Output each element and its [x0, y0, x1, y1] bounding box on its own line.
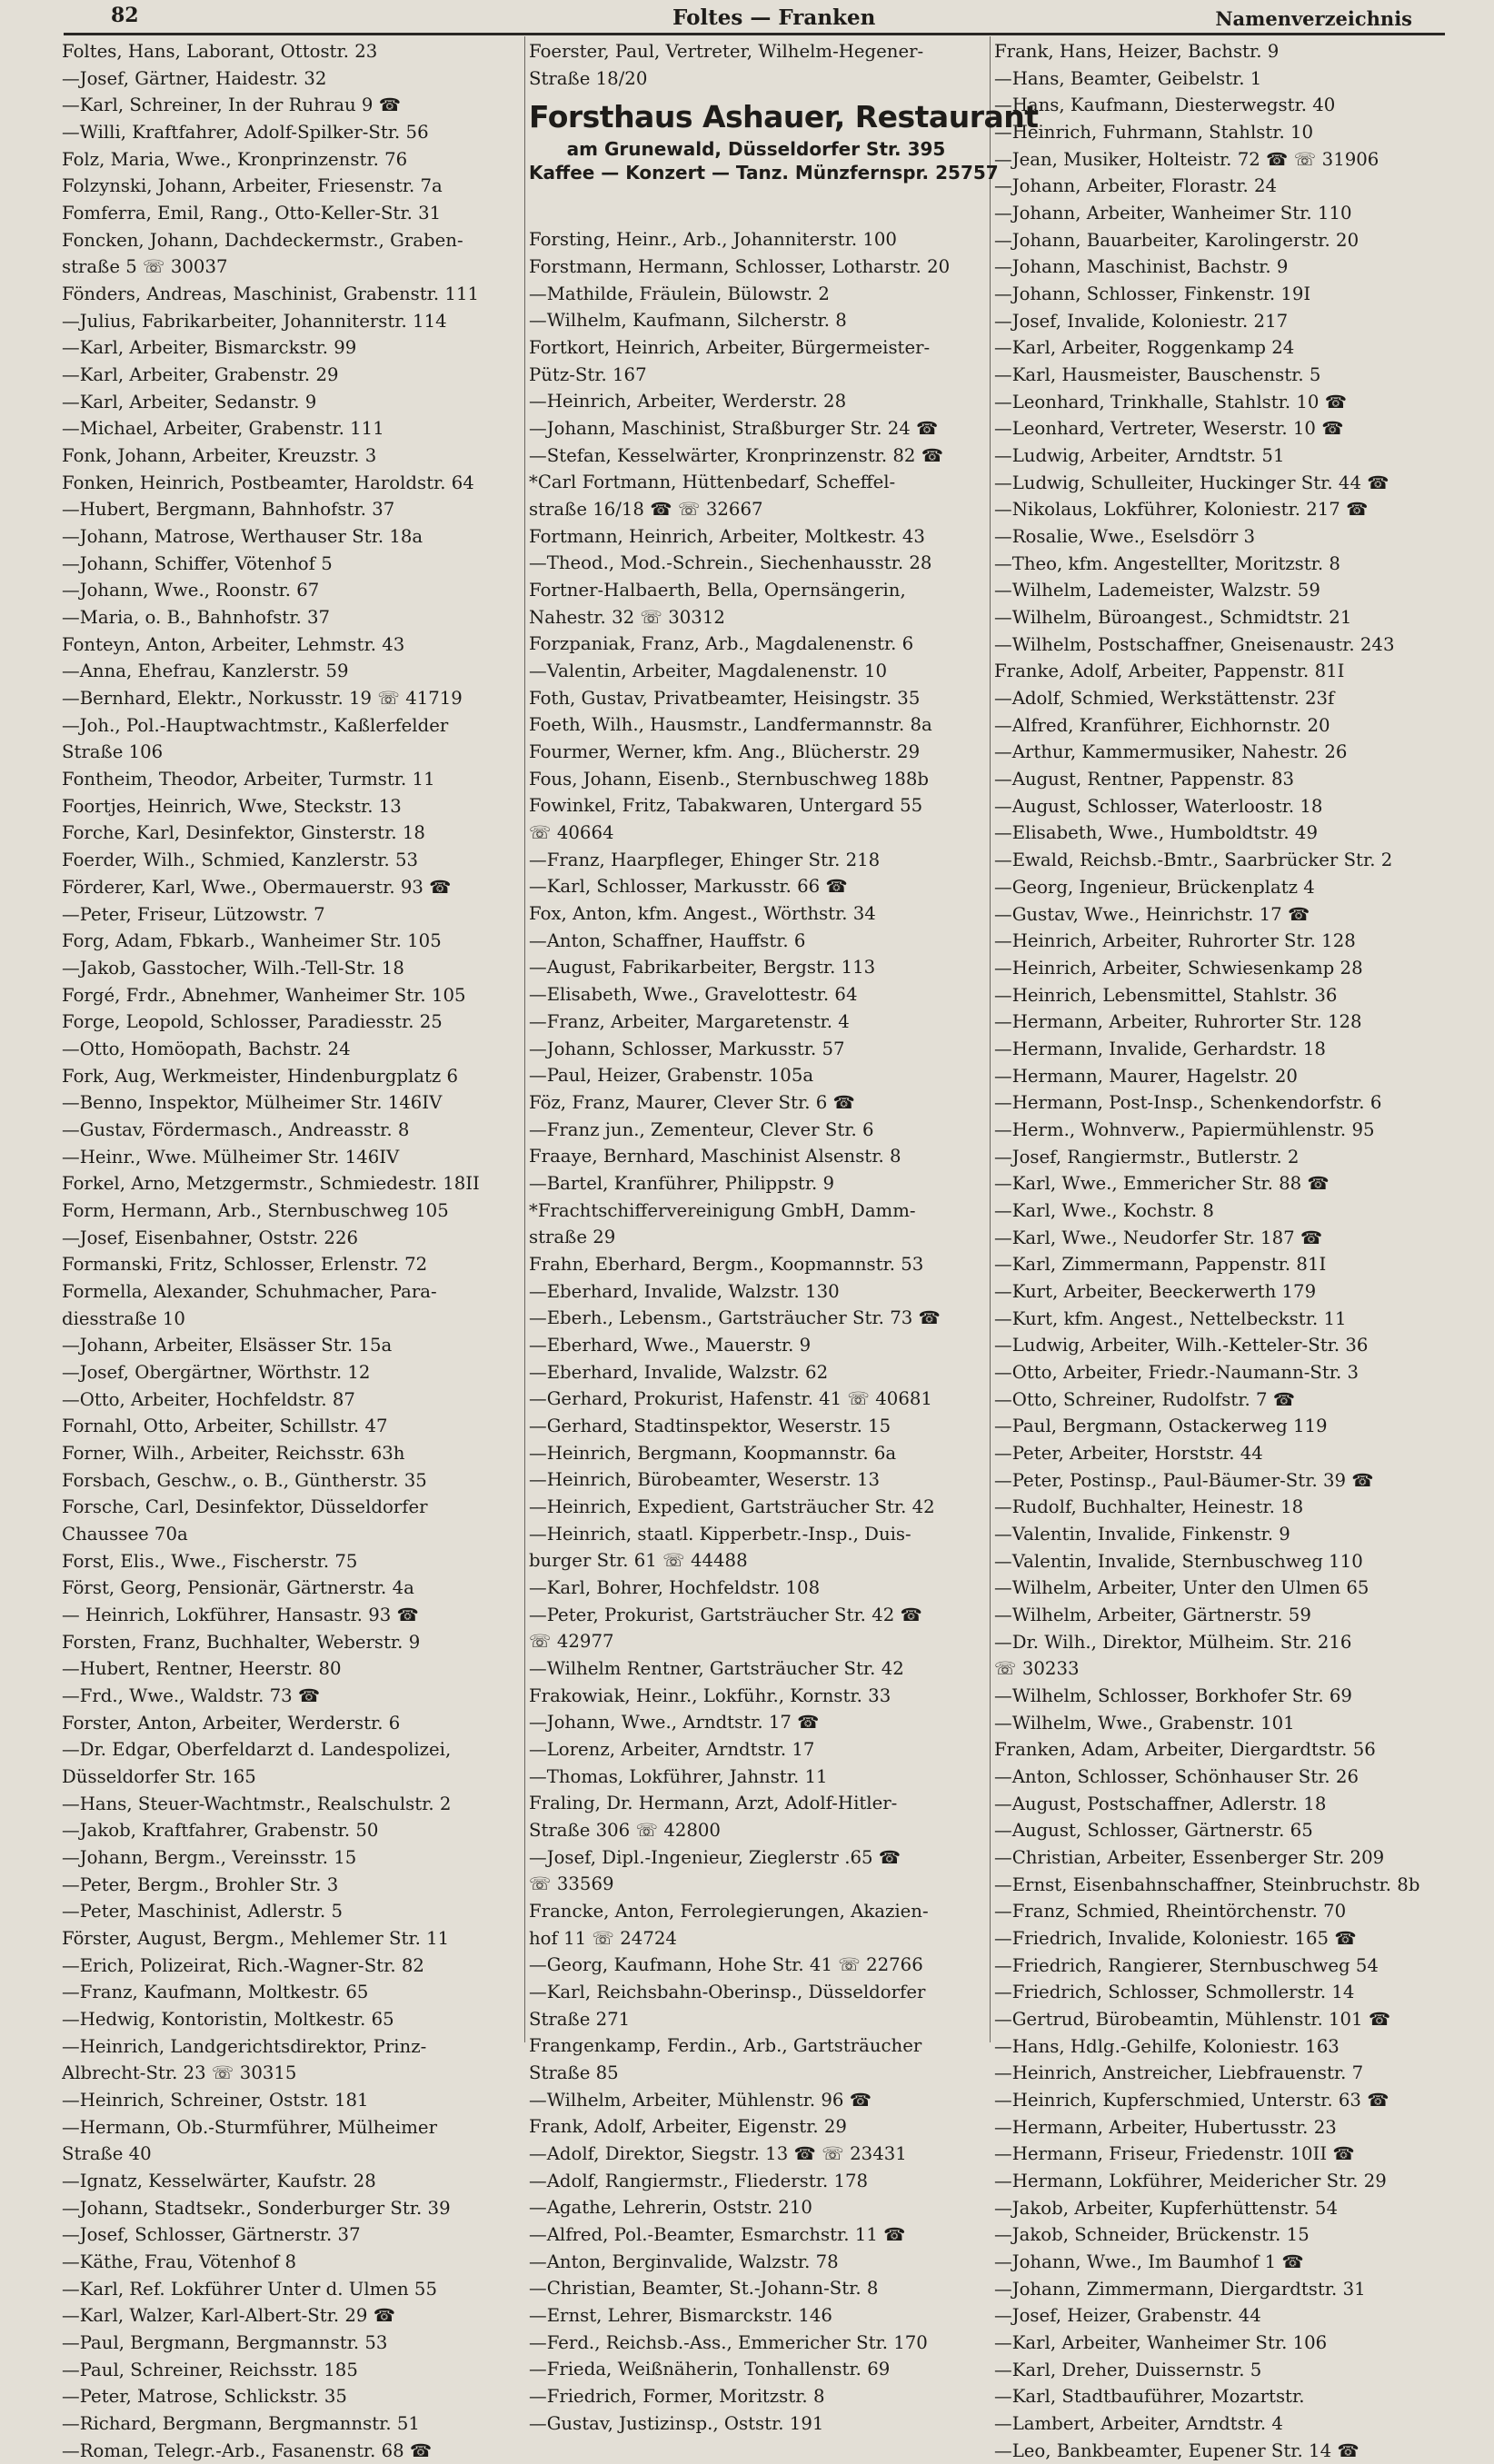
directory-entry: —Valentin, Arbeiter, Magdalenenstr. 10: [529, 661, 887, 682]
directory-entry: —Heinrich, Kupferschmied, Unterstr. 63 ☎: [994, 2090, 1389, 2111]
directory-entry: Förderer, Karl, Wwe., Obermauerstr. 93 ☎: [62, 876, 452, 898]
directory-entry: Frangenkamp, Ferdin., Arb., Gartsträucher: [529, 2035, 922, 2057]
directory-entry: —Jakob, Gasstocher, Wilh.-Tell-Str. 18: [62, 957, 404, 979]
directory-entry: Forkel, Arno, Metzgermstr., Schmiedestr. 18II: [62, 1173, 480, 1195]
directory-entry: —Alfred, Kranführer, Eichhornstr. 20: [994, 714, 1330, 736]
directory-entry: burger Str. 61 ☏ 44488: [529, 1550, 748, 1572]
directory-entry: —Karl, Arbeiter, Sedanstr. 9: [62, 391, 317, 412]
directory-entry: —Heinrich, Schreiner, Oststr. 181: [62, 2090, 369, 2111]
directory-entry: Forsten, Franz, Buchhalter, Weberstr. 9: [62, 1631, 421, 1653]
directory-entry: —Leonhard, Vertreter, Weserstr. 10 ☎: [994, 418, 1344, 440]
directory-entry: Folz, Maria, Wwe., Kronprinzenstr. 76: [62, 148, 408, 170]
directory-entry: —Heinrich, Bergmann, Koopmannstr. 6a: [529, 1442, 897, 1464]
directory-entry: —Karl, Schreiner, In der Ruhrau 9 ☎: [62, 94, 402, 116]
directory-entry: —Hans, Kaufmann, Diesterwegstr. 40: [994, 94, 1336, 116]
directory-entry: —Peter, Bergm., Brohler Str. 3: [62, 1873, 339, 1895]
directory-entry: —Georg, Ingenieur, Brückenplatz 4: [994, 876, 1315, 898]
directory-entry: —Johann, Maschinist, Bachstr. 9: [994, 256, 1289, 278]
directory-entry: —Paul, Bergmann, Ostackerweg 119: [994, 1416, 1328, 1437]
directory-entry: —August, Rentner, Pappenstr. 83: [994, 769, 1295, 790]
directory-entry: —Josef, Gärtner, Haidestr. 32: [62, 67, 327, 89]
directory-entry: —Karl, Stadtbauführer, Mozartstr.: [994, 2386, 1305, 2408]
column-divider-2: [990, 36, 991, 2042]
directory-entry: —Johann, Maschinist, Straßburger Str. 24 ☎: [529, 418, 939, 440]
directory-entry: —Hermann, Friseur, Friedenstr. 10II ☎: [994, 2143, 1355, 2165]
directory-entry: —Anton, Schlosser, Schönhauser Str. 26: [994, 1766, 1359, 1787]
directory-entry: Foncken, Johann, Dachdeckermstr., Graben-: [62, 229, 463, 251]
directory-entry: Forsting, Heinr., Arb., Johanniterstr. 100: [529, 229, 897, 251]
directory-entry: —Adolf, Direktor, Siegstr. 13 ☎ ☏ 23431: [529, 2143, 907, 2165]
directory-entry: —Jean, Musiker, Holteistr. 72 ☎ ☏ 31906: [994, 148, 1379, 170]
directory-entry: —Kurt, kfm. Angest., Nettelbeckstr. 11: [994, 1307, 1347, 1329]
directory-entry: —Ludwig, Schulleiter, Huckinger Str. 44 ☎: [994, 472, 1389, 493]
directory-entry: —Ernst, Lehrer, Bismarckstr. 146: [529, 2305, 832, 2327]
directory-entry: —Johann, Bergm., Vereinsstr. 15: [62, 1847, 357, 1869]
directory-entry: Fourmer, Werner, kfm. Ang., Blücherstr. 29: [529, 741, 921, 763]
directory-entry: —Friedrich, Former, Moritzstr. 8: [529, 2386, 825, 2408]
directory-entry: —Gustav, Justizinsp., Oststr. 191: [529, 2412, 824, 2434]
directory-entry: Forster, Anton, Arbeiter, Werderstr. 6: [62, 1712, 401, 1734]
directory-entry: —Hermann, Arbeiter, Ruhrorter Str. 128: [994, 1011, 1362, 1033]
directory-entry: —Adolf, Schmied, Werkstättenstr. 23f: [994, 688, 1335, 710]
ad-address: am Grunewald, Düsseldorfer Str. 395: [566, 138, 946, 161]
directory-entry: Fraaye, Bernhard, Maschinist Alsenstr. 8: [529, 1146, 901, 1167]
directory-entry: Forsbach, Geschw., o. B., Güntherstr. 35: [62, 1469, 427, 1491]
directory-entry: —Kurt, Arbeiter, Beeckerwerth 179: [994, 1280, 1317, 1302]
directory-entry: —Otto, Schreiner, Rudolfstr. 7 ☎: [994, 1388, 1296, 1410]
directory-entry: —Franz, Kaufmann, Moltkestr. 65: [62, 1982, 369, 2003]
directory-entry: —Thomas, Lokführer, Jahnstr. 11: [529, 1765, 828, 1787]
directory-entry: —Wilhelm, Kaufmann, Silcherstr. 8: [529, 310, 847, 332]
directory-entry: —Käthe, Frau, Vötenhof 8: [62, 2251, 297, 2273]
directory-entry: *Carl Fortmann, Hüttenbedarf, Scheffel-: [529, 472, 896, 493]
directory-entry: —Jakob, Schneider, Brückenstr. 15: [994, 2224, 1310, 2246]
directory-entry: —Gerhard, Prokurist, Hafenstr. 41 ☏ 40681: [529, 1388, 932, 1410]
directory-entry: —Karl, Arbeiter, Wanheimer Str. 106: [994, 2332, 1328, 2354]
directory-entry: Fortkort, Heinrich, Arbeiter, Bürgermeister-: [529, 337, 931, 359]
advertisement-box: [529, 92, 1039, 226]
directory-entry: Formanski, Fritz, Schlosser, Erlenstr. 72: [62, 1254, 428, 1276]
directory-entry: —Paul, Schreiner, Reichsstr. 185: [62, 2359, 358, 2380]
directory-entry: —Bernhard, Elektr., Norkusstr. 19 ☏ 41719: [62, 688, 463, 710]
directory-entry: —Hubert, Rentner, Heerstr. 80: [62, 1658, 342, 1680]
directory-entry: —August, Fabrikarbeiter, Bergstr. 113: [529, 957, 876, 979]
directory-entry: Fonk, Johann, Arbeiter, Kreuzstr. 3: [62, 445, 377, 467]
directory-entry: —August, Schlosser, Waterloostr. 18: [994, 795, 1323, 817]
directory-entry: —Jakob, Arbeiter, Kupferhüttenstr. 54: [994, 2197, 1338, 2219]
directory-entry: —Ludwig, Arbeiter, Wilh.-Ketteler-Str. 36: [994, 1335, 1369, 1356]
directory-entry: —Otto, Arbeiter, Hochfeldstr. 87: [62, 1388, 355, 1410]
directory-entry: —Rudolf, Buchhalter, Heinestr. 18: [994, 1496, 1304, 1518]
directory-entry: —Gustav, Wwe., Heinrichstr. 17 ☎: [994, 903, 1310, 925]
directory-entry: —Friedrich, Invalide, Koloniestr. 165 ☎: [994, 1928, 1357, 1950]
directory-entry: —Johann, Wwe., Im Baumhof 1 ☎: [994, 2251, 1304, 2273]
directory-entry: Frank, Hans, Heizer, Bachstr. 9: [994, 41, 1280, 62]
directory-entry: —Johann, Schiffer, Vötenhof 5: [62, 552, 333, 574]
directory-entry: —Wilhelm, Schlosser, Borkhofer Str. 69: [994, 1684, 1352, 1706]
directory-entry: —Hermann, Post-Insp., Schenkendorfstr. 6: [994, 1092, 1382, 1114]
directory-entry: —Johann, Wwe., Roonstr. 67: [62, 580, 320, 601]
directory-entry: straße 5 ☏ 30037: [62, 256, 228, 278]
directory-entry: —Peter, Friseur, Lützowstr. 7: [62, 903, 325, 925]
directory-entry: Forstmann, Hermann, Schlosser, Lotharstr. 20: [529, 256, 951, 278]
directory-entry: —Richard, Bergmann, Bergmannstr. 51: [62, 2413, 420, 2435]
directory-entry: —Frd., Wwe., Waldstr. 73 ☎: [62, 1684, 321, 1706]
directory-entry: —Heinrich, Fuhrmann, Stahlstr. 10: [994, 122, 1314, 144]
ad-title: Forsthaus Ashauer, Restaurant: [529, 99, 1039, 135]
directory-entry: Fous, Johann, Eisenb., Sternbuschweg 188b: [529, 768, 930, 790]
directory-entry: —Josef, Invalide, Koloniestr. 217: [994, 310, 1289, 332]
directory-entry: Foortjes, Heinrich, Wwe, Steckstr. 13: [62, 795, 402, 817]
directory-entry: —Heinrich, Expedient, Gartsträucher Str. 42: [529, 1495, 935, 1517]
directory-entry: —Heinrich, Bürobeamter, Weserstr. 13: [529, 1469, 881, 1491]
directory-entry: Pütz-Str. 167: [529, 363, 647, 385]
directory-entry: —Anton, Schaffner, Hauffstr. 6: [529, 929, 806, 951]
directory-entry: Fortner-Halbaerth, Bella, Opernsängerin,: [529, 580, 906, 601]
directory-entry: —Anna, Ehefrau, Kanzlerstr. 59: [62, 661, 349, 682]
directory-entry: —Leonhard, Trinkhalle, Stahlstr. 10 ☎: [994, 391, 1348, 412]
directory-entry: —Hermann, Maurer, Hagelstr. 20: [994, 1065, 1298, 1087]
directory-entry: —Karl, Ref. Lokführer Unter d. Ulmen 55: [62, 2278, 437, 2300]
directory-entry: —Ignatz, Kesselwärter, Kaufstr. 28: [62, 2171, 376, 2192]
directory-entry: —Johann, Bauarbeiter, Karolingerstr. 20: [994, 229, 1360, 251]
directory-entry: Forgé, Frdr., Abnehmer, Wanheimer Str. 105: [62, 984, 466, 1006]
directory-entry: Fork, Aug, Werkmeister, Hindenburgplatz 6: [62, 1065, 459, 1087]
directory-entry: —Lambert, Arbeiter, Arndtstr. 4: [994, 2413, 1283, 2435]
directory-entry: —Karl, Arbeiter, Roggenkamp 24: [994, 337, 1295, 359]
directory-entry: —Frieda, Weißnäherin, Tonhallenstr. 69: [529, 2359, 891, 2380]
directory-entry: Formella, Alexander, Schuhmacher, Para-: [62, 1280, 437, 1302]
directory-entry: —Peter, Maschinist, Adlerstr. 5: [62, 1901, 344, 1923]
directory-entry: Forner, Wilh., Arbeiter, Reichsstr. 63h: [62, 1442, 405, 1464]
directory-entry: —Anton, Berginvalide, Walzstr. 78: [529, 2250, 839, 2272]
directory-entry: —Heinrich, Anstreicher, Liebfrauenstr. 7: [994, 2062, 1364, 2084]
directory-entry: Chaussee 70a: [62, 1523, 188, 1545]
directory-entry: —Heinrich, Arbeiter, Schwiesenkamp 28: [994, 957, 1363, 979]
directory-entry: —Heinrich, Landgerichtsdirektor, Prinz-: [62, 2035, 427, 2057]
directory-entry: —Karl, Hausmeister, Bauschenstr. 5: [994, 364, 1321, 386]
directory-entry: —Johann, Arbeiter, Florastr. 24: [994, 175, 1278, 197]
directory-entry: Straße 306 ☏ 42800: [529, 1819, 721, 1841]
directory-entry: —Johann, Schlosser, Finkenstr. 19I: [994, 283, 1311, 305]
directory-entry: —Stefan, Kesselwärter, Kronprinzenstr. 82 ☎: [529, 444, 944, 466]
directory-entry: Foth, Gustav, Privatbeamter, Heisingstr. 35: [529, 687, 921, 709]
directory-entry: —Wilhelm, Postschaffner, Gneisenaustr. 243: [994, 633, 1395, 655]
directory-entry: Forsche, Carl, Desinfektor, Düsseldorfer: [62, 1496, 428, 1518]
directory-entry: Düsseldorfer Str. 165: [62, 1766, 256, 1787]
directory-entry: —Lorenz, Arbeiter, Arndtstr. 17: [529, 1738, 815, 1760]
directory-entry: —Hermann, Ob.-Sturmführer, Mülheimer: [62, 2116, 437, 2138]
directory-entry: Frank, Adolf, Arbeiter, Eigenstr. 29: [529, 2116, 847, 2138]
directory-entry: *Frachtschiffervereinigung GmbH, Damm-: [529, 1199, 916, 1221]
column-2-entries: [529, 226, 983, 2437]
directory-entry: —Johann, Zimmermann, Diergardtstr. 31: [994, 2278, 1366, 2300]
directory-entry: —Eberhard, Wwe., Mauerstr. 9: [529, 1334, 812, 1356]
directory-entry: Straße 40: [62, 2143, 152, 2165]
directory-entry: —Wilhelm, Arbeiter, Mühlenstr. 96 ☎: [529, 2089, 872, 2111]
column-1: [62, 38, 531, 2464]
directory-entry: straße 16/18 ☎ ☏ 32667: [529, 499, 763, 521]
directory-entry: —Michael, Arbeiter, Grabenstr. 111: [62, 418, 384, 440]
directory-entry: Fowinkel, Fritz, Tabakwaren, Untergard 55: [529, 795, 923, 817]
directory-entry: —Peter, Arbeiter, Horststr. 44: [994, 1442, 1263, 1464]
directory-entry: —Johann, Schlosser, Markusstr. 57: [529, 1038, 845, 1059]
directory-entry: —Arthur, Kammermusiker, Nahestr. 26: [994, 741, 1348, 763]
directory-entry: —Hans, Beamter, Geibelstr. 1: [994, 67, 1262, 89]
directory-entry: —Josef, Eisenbahner, Oststr. 226: [62, 1227, 359, 1248]
directory-entry: —Nikolaus, Lokführer, Koloniestr. 217 ☎: [994, 499, 1369, 521]
directory-entry: —Johann, Wwe., Arndtstr. 17 ☎: [529, 1712, 820, 1734]
directory-entry: —Gertrud, Bürobeamtin, Mühlenstr. 101 ☎: [994, 2009, 1391, 2031]
directory-entry: —Elisabeth, Wwe., Humboldtstr. 49: [994, 822, 1318, 844]
directory-entry: —Karl, Reichsbahn-Oberinsp., Düsseldorfer: [529, 1982, 926, 2003]
directory-entry: —Johann, Arbeiter, Elsässer Str. 15a: [62, 1335, 393, 1356]
directory-entry: —Peter, Postinsp., Paul-Bäumer-Str. 39 ☎: [994, 1469, 1374, 1491]
directory-entry: —Eberhard, Invalide, Walzstr. 130: [529, 1280, 840, 1302]
directory-entry: —Benno, Inspektor, Mülheimer Str. 146IV: [62, 1092, 443, 1114]
directory-entry: —Karl, Bohrer, Hochfeldstr. 108: [529, 1576, 821, 1598]
directory-entry: —Ernst, Eisenbahnschaffner, Steinbruchstr. 8b: [994, 1873, 1420, 1895]
directory-entry: Albrecht-Str. 23 ☏ 30315: [62, 2062, 297, 2084]
directory-entry: Franken, Adam, Arbeiter, Diergardtstr. 56: [994, 1739, 1376, 1761]
directory-entry: Förster, August, Bergm., Mehlemer Str. 11: [62, 1928, 450, 1950]
directory-entry: —Dr. Edgar, Oberfeldarzt d. Landespolizei,: [62, 1739, 452, 1761]
directory-entry: Franke, Adolf, Arbeiter, Pappenstr. 81I: [994, 661, 1345, 682]
directory-entry: —Joh., Pol.-Hauptwachtmstr., Kaßlerfelder: [62, 714, 449, 736]
directory-entry: Form, Hermann, Arb., Sternbuschweg 105: [62, 1199, 449, 1221]
directory-entry: —Ferd., Reichsb.-Ass., Emmericher Str. 170: [529, 2331, 928, 2353]
directory-entry: Foerder, Wilh., Schmied, Kanzlerstr. 53: [62, 849, 419, 871]
directory-entry: —Rosalie, Wwe., Eselsdörr 3: [994, 526, 1256, 548]
directory-entry: Fomferra, Emil, Rang., Otto-Keller-Str. 31: [62, 203, 442, 224]
directory-entry: —Leo, Bankbeamter, Eupener Str. 14 ☎: [994, 2439, 1360, 2461]
directory-entry: ☏ 33569: [529, 1873, 614, 1895]
directory-entry: Straße 18/20: [529, 67, 648, 89]
directory-entry: hof 11 ☏ 24724: [529, 1927, 677, 1949]
directory-entry: —Franz jun., Zementeur, Clever Str. 6: [529, 1118, 874, 1140]
directory-entry: Fonken, Heinrich, Postbeamter, Haroldstr. 64: [62, 472, 474, 493]
directory-entry: —Valentin, Invalide, Sternbuschweg 110: [994, 1550, 1363, 1572]
directory-entry: —Hedwig, Kontoristin, Moltkestr. 65: [62, 2009, 394, 2031]
directory-entry: Straße 85: [529, 2062, 619, 2084]
directory-entry: —Hubert, Bergmann, Bahnhofstr. 37: [62, 499, 395, 521]
directory-entry: —Otto, Arbeiter, Friedr.-Naumann-Str. 3: [994, 1361, 1360, 1383]
directory-entry: —Wilhelm Rentner, Gartsträucher Str. 42: [529, 1657, 904, 1679]
directory-entry: Fox, Anton, kfm. Angest., Wörthstr. 34: [529, 903, 876, 925]
directory-entry: —Adolf, Rangiermstr., Fliederstr. 178: [529, 2170, 869, 2191]
directory-entry: —Theo, kfm. Angestellter, Moritzstr. 8: [994, 552, 1340, 574]
directory-entry: —Heinrich, Arbeiter, Werderstr. 28: [529, 391, 847, 412]
directory-entry: ☏ 40664: [529, 822, 614, 844]
directory-entry: —Theod., Mod.-Schrein., Siechenhausstr. 28: [529, 552, 932, 574]
directory-entry: —Hans, Hdlg.-Gehilfe, Koloniestr. 163: [994, 2035, 1340, 2057]
directory-entry: Fontheim, Theodor, Arbeiter, Turmstr. 11: [62, 769, 435, 790]
running-head-section: Namenverzeichnis: [1215, 7, 1412, 30]
directory-entry: —Otto, Homöopath, Bachstr. 24: [62, 1038, 351, 1059]
column-2-top-entries: [529, 38, 983, 92]
directory-entry: Fönders, Andreas, Maschinist, Grabenstr. 111: [62, 283, 479, 305]
directory-entry: —Wilhelm, Wwe., Grabenstr. 101: [994, 1712, 1295, 1734]
directory-entry: —Josef, Obergärtner, Wörthstr. 12: [62, 1361, 371, 1383]
directory-entry: —Christian, Arbeiter, Essenberger Str. 209: [994, 1847, 1385, 1869]
directory-entry: Forge, Leopold, Schlosser, Paradiesstr. 25: [62, 1011, 443, 1033]
directory-entry: —Friedrich, Rangierer, Sternbuschweg 54: [994, 1954, 1379, 1976]
directory-entry: —Wilhelm, Arbeiter, Gärtnerstr. 59: [994, 1604, 1311, 1625]
directory-entry: Fraling, Dr. Hermann, Arzt, Adolf-Hitler-: [529, 1793, 898, 1814]
directory-entry: Forzpaniak, Franz, Arb., Magdalenenstr. 6: [529, 633, 914, 655]
directory-entry: —Jakob, Kraftfahrer, Grabenstr. 50: [62, 1820, 379, 1842]
directory-entry: —Karl, Schlosser, Markusstr. 66 ☎: [529, 876, 848, 898]
directory-entry: —Julius, Fabrikarbeiter, Johanniterstr. 114: [62, 310, 447, 332]
directory-entry: —Franz, Arbeiter, Margaretenstr. 4: [529, 1010, 850, 1032]
ad-services: Kaffee — Konzert — Tanz. Münzfernspr. 25757: [529, 162, 999, 184]
directory-entry: ☏ 42977: [529, 1631, 614, 1653]
directory-entry: —Johann, Matrose, Werthauser Str. 18a: [62, 526, 423, 548]
directory-entry: —Christian, Beamter, St.-Johann-Str. 8: [529, 2278, 879, 2300]
directory-entry: diesstraße 10: [62, 1307, 185, 1329]
directory-entry: —Josef, Dipl.-Ingenieur, Zieglerstr .65 ☎: [529, 1846, 901, 1868]
directory-entry: —Wilhelm, Lademeister, Walzstr. 59: [994, 580, 1320, 601]
directory-entry: —Peter, Prokurist, Gartsträucher Str. 42 ☎: [529, 1604, 923, 1625]
directory-entry: —Heinrich, staatl. Kipperbetr.-Insp., Duis-: [529, 1523, 911, 1545]
directory-entry: —Agathe, Lehrerin, Oststr. 210: [529, 2197, 812, 2219]
directory-entry: —Friedrich, Schlosser, Schmollerstr. 14: [994, 1982, 1355, 2003]
directory-entry: Fornahl, Otto, Arbeiter, Schillstr. 47: [62, 1416, 388, 1437]
directory-entry: —Karl, Arbeiter, Grabenstr. 29: [62, 364, 339, 386]
directory-entry: Frahn, Eberhard, Bergm., Koopmannstr. 53: [529, 1253, 924, 1275]
directory-entry: —Erich, Polizeirat, Rich.-Wagner-Str. 82: [62, 1954, 424, 1976]
directory-entry: —Eberh., Lebensm., Gartsträucher Str. 73 ☎: [529, 1307, 941, 1329]
directory-entry: —Ewald, Reichsb.-Bmtr., Saarbrücker Str. 2: [994, 849, 1393, 871]
directory-entry: —Gerhard, Stadtinspektor, Weserstr. 15: [529, 1415, 891, 1436]
directory-entry: —Hermann, Invalide, Gerhardstr. 18: [994, 1038, 1326, 1059]
directory-entry: straße 29: [529, 1227, 616, 1248]
page-number: 82: [111, 4, 139, 27]
directory-entry: —Dr. Wilh., Direktor, Mülheim. Str. 216: [994, 1631, 1352, 1653]
directory-entry: —Karl, Zimmermann, Pappenstr. 81I: [994, 1254, 1327, 1276]
directory-entry: Foerster, Paul, Vertreter, Wilhelm-Hegener-: [529, 41, 924, 62]
directory-entry: —Heinr., Wwe. Mülheimer Str. 146IV: [62, 1146, 400, 1167]
directory-entry: —Karl, Walzer, Karl-Albert-Str. 29 ☎: [62, 2305, 396, 2327]
directory-entry: —Georg, Kaufmann, Hohe Str. 41 ☏ 22766: [529, 1954, 923, 1976]
directory-entry: —Wilhelm, Büroangest., Schmidtstr. 21: [994, 607, 1352, 629]
running-head-range: Foltes — Franken: [672, 5, 876, 30]
directory-entry: —Maria, o. B., Bahnhofstr. 37: [62, 607, 331, 629]
directory-entry: —Karl, Wwe., Kochstr. 8: [994, 1199, 1214, 1221]
directory-entry: Först, Georg, Pensionär, Gärtnerstr. 4a: [62, 1577, 414, 1599]
directory-entry: —Roman, Telegr.-Arb., Fasanenstr. 68 ☎: [62, 2439, 433, 2461]
directory-entry: — Heinrich, Lokführer, Hansastr. 93 ☎: [62, 1604, 420, 1625]
directory-entry: —Hans, Steuer-Wachtmstr., Realschulstr. 2: [62, 1793, 452, 1814]
directory-entry: —Johann, Stadtsekr., Sonderburger Str. 39: [62, 2197, 451, 2219]
directory-entry: —Franz, Schmied, Rheintörchenstr. 70: [994, 1901, 1347, 1923]
directory-entry: —Karl, Arbeiter, Bismarckstr. 99: [62, 337, 357, 359]
directory-entry: —Heinrich, Lebensmittel, Stahlstr. 36: [994, 984, 1338, 1006]
directory-entry: Francke, Anton, Ferrolegierungen, Akazien-: [529, 1901, 929, 1922]
directory-entry: Straße 271: [529, 2008, 631, 2030]
directory-entry: —Eberhard, Invalide, Walzstr. 62: [529, 1361, 829, 1383]
directory-entry: ☏ 30233: [994, 1658, 1080, 1680]
directory-entry: —Ludwig, Arbeiter, Arndtstr. 51: [994, 445, 1285, 467]
directory-entry: —August, Schlosser, Gärtnerstr. 65: [994, 1820, 1313, 1842]
directory-entry: —Josef, Rangiermstr., Butlerstr. 2: [994, 1146, 1300, 1167]
directory-entry: —Johann, Arbeiter, Wanheimer Str. 110: [994, 203, 1352, 224]
directory-entry: —Alfred, Pol.-Beamter, Esmarchstr. 11 ☎: [529, 2224, 906, 2246]
column-3: [994, 38, 1472, 2464]
directory-entry: Fonteyn, Anton, Arbeiter, Lehmstr. 43: [62, 633, 405, 655]
directory-entry: —Gustav, Fördermasch., Andreasstr. 8: [62, 1118, 410, 1140]
directory-entry: —Hermann, Arbeiter, Hubertusstr. 23: [994, 2116, 1337, 2138]
directory-entry: —Paul, Heizer, Grabenstr. 105a: [529, 1065, 814, 1087]
directory-entry: Straße 106: [62, 741, 164, 763]
directory-entry: —Bartel, Kranführer, Philippstr. 9: [529, 1172, 835, 1194]
directory-entry: Foeth, Wilh., Hausmstr., Landfermannstr. 8a: [529, 714, 932, 736]
directory-entry: —Franz, Haarpfleger, Ehinger Str. 218: [529, 849, 881, 870]
directory-entry: —Josef, Schlosser, Gärtnerstr. 37: [62, 2224, 361, 2246]
directory-entry: —Paul, Bergmann, Bergmannstr. 53: [62, 2332, 388, 2354]
directory-entry: —August, Postschaffner, Adlerstr. 18: [994, 1793, 1327, 1814]
directory-entry: Forche, Karl, Desinfektor, Ginsterstr. 18: [62, 822, 425, 844]
directory-entry: Forg, Adam, Fbkarb., Wanheimer Str. 105: [62, 930, 442, 952]
directory-entry: Föz, Franz, Maurer, Clever Str. 6 ☎: [529, 1091, 856, 1113]
directory-entry: —Mathilde, Fräulein, Bülowstr. 2: [529, 283, 830, 304]
directory-entry: —Valentin, Invalide, Finkenstr. 9: [994, 1523, 1290, 1545]
directory-entry: Frakowiak, Heinr., Lokführ., Kornstr. 33: [529, 1684, 891, 1706]
directory-entry: —Herm., Wohnverw., Papiermühlenstr. 95: [994, 1118, 1375, 1140]
directory-entry: Folzynski, Johann, Arbeiter, Friesenstr. 7a: [62, 175, 443, 197]
directory-entry: —Elisabeth, Wwe., Gravelottestr. 64: [529, 984, 858, 1006]
directory-entry: Nahestr. 32 ☏ 30312: [529, 606, 725, 628]
directory-entry: —Hermann, Lokführer, Meidericher Str. 29: [994, 2171, 1387, 2192]
directory-entry: —Willi, Kraftfahrer, Adolf-Spilker-Str. 56: [62, 122, 429, 144]
directory-entry: —Josef, Heizer, Grabenstr. 44: [994, 2305, 1261, 2327]
directory-entry: —Heinrich, Arbeiter, Ruhrorter Str. 128: [994, 930, 1356, 952]
directory-entry: Foltes, Hans, Laborant, Ottostr. 23: [62, 41, 378, 62]
directory-entry: —Karl, Wwe., Neudorfer Str. 187 ☎: [994, 1227, 1323, 1248]
directory-entry: —Karl, Dreher, Duissernstr. 5: [994, 2359, 1262, 2380]
header-rule: [64, 33, 1445, 35]
directory-entry: Forst, Elis., Wwe., Fischerstr. 75: [62, 1550, 358, 1572]
directory-entry: —Karl, Wwe., Emmericher Str. 88 ☎: [994, 1173, 1330, 1195]
directory-entry: —Peter, Matrose, Schlickstr. 35: [62, 2386, 347, 2408]
directory-entry: Fortmann, Heinrich, Arbeiter, Moltkestr. 43: [529, 525, 925, 547]
directory-entry: —Wilhelm, Arbeiter, Unter den Ulmen 65: [994, 1577, 1370, 1599]
